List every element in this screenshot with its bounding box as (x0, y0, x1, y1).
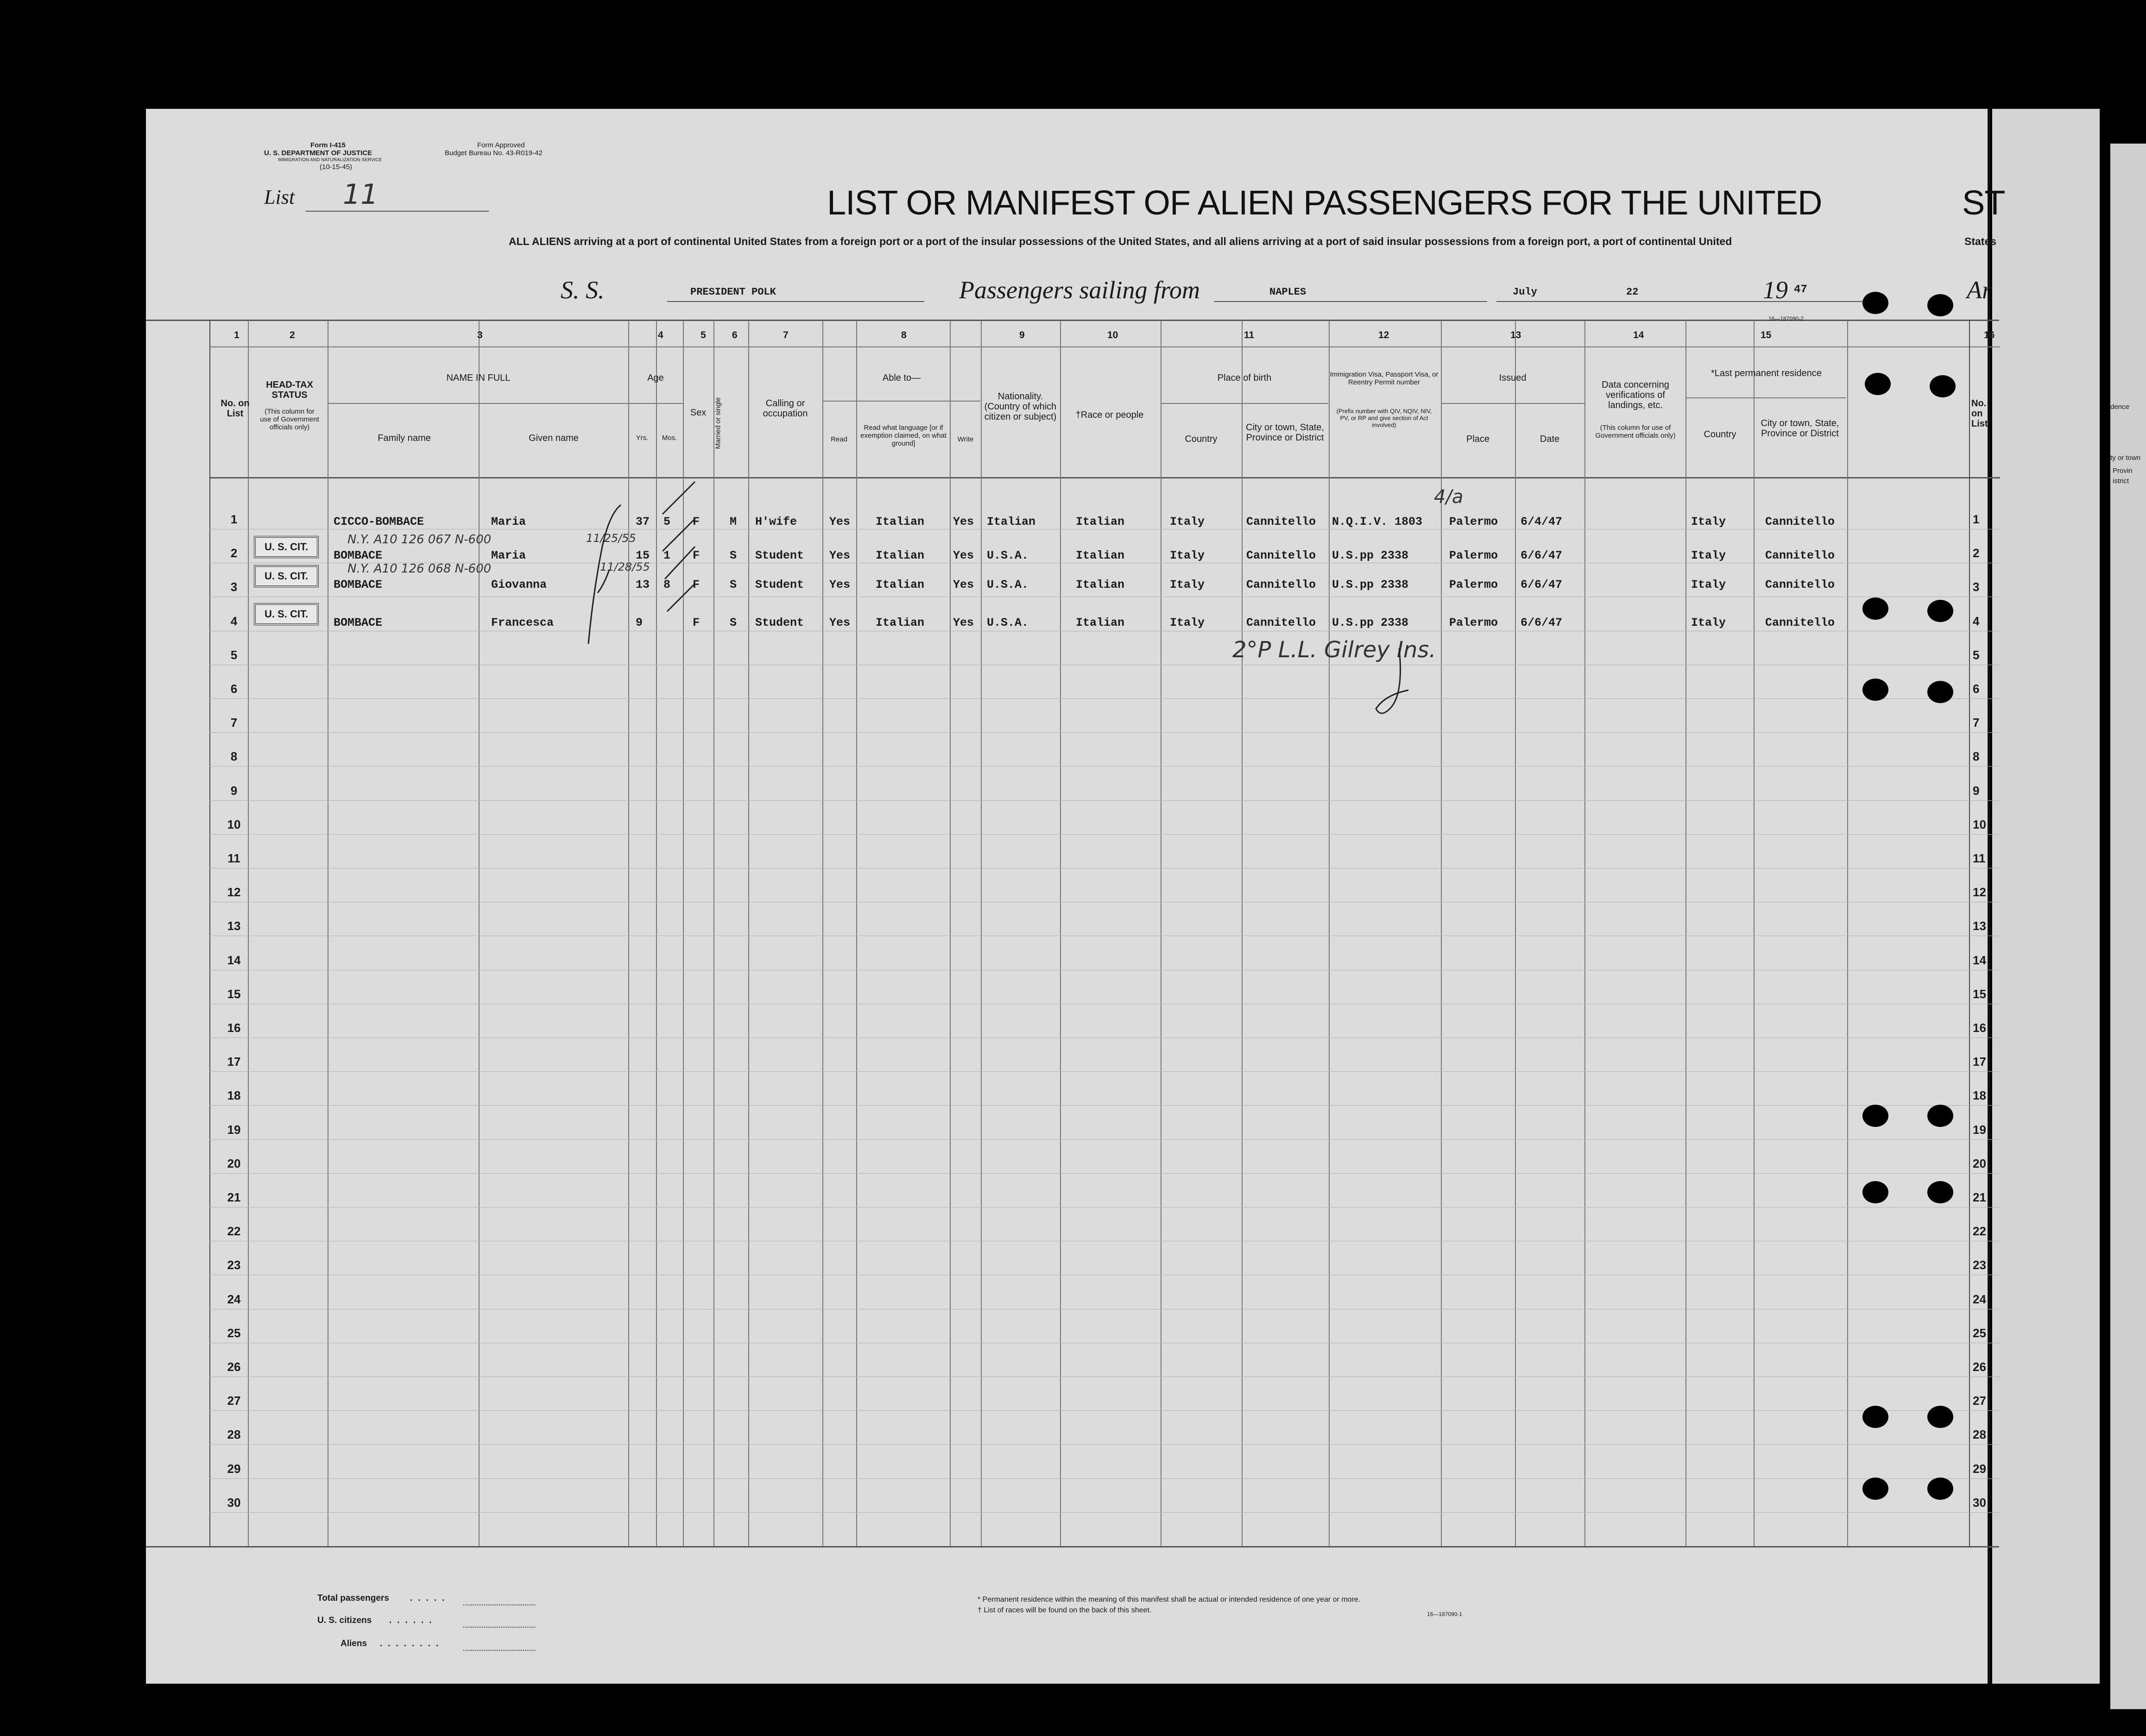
punch-hole (1862, 292, 1888, 314)
punch-hole (1927, 1478, 1953, 1500)
page-subtitle: ALL ALIENS arriving at a port of continental United States from a foreign port or a port of the insular possessions of the United States, and all aliens arriving at a port of said insular possessions from a foreign port, a port of continental United (509, 235, 1732, 247)
signature-flourish (1371, 639, 1464, 723)
grid-column-line (1584, 321, 1585, 1546)
passenger-issued-place: Palermo (1449, 549, 1498, 562)
column-number: 15 (1761, 330, 1772, 340)
year-suffix: 47 (1794, 283, 1807, 296)
date-underline (1496, 301, 1862, 302)
column-number: 4 (658, 330, 663, 340)
row-rule (209, 1139, 2000, 1140)
grid-column-line (748, 321, 749, 1546)
header-issued: Issued (1499, 373, 1527, 383)
grid-column-line (822, 321, 823, 1546)
passenger-family: BOMBACE (334, 616, 383, 629)
row-number: 30 (227, 1495, 241, 1510)
passenger-given: Maria (491, 515, 526, 528)
passenger-read: Yes (829, 549, 851, 562)
row-number-right: 1 (1973, 512, 1980, 526)
subheader-rule-issued (1441, 403, 1584, 404)
punch-hole (1927, 1181, 1953, 1203)
header-no-on-list: No. on List (221, 398, 250, 419)
passenger-visa: U.S.pp 2338 (1332, 549, 1409, 562)
header-res-country: Country (1704, 429, 1736, 440)
passenger-mos: 5 (663, 515, 671, 528)
passenger-mos: 1 (663, 549, 671, 562)
passenger-birth-city: Cannitello (1246, 616, 1316, 629)
header-issued-place: Place (1466, 434, 1490, 444)
table-top-rule (146, 320, 1999, 321)
passenger-visa: U.S.pp 2338 (1332, 578, 1409, 591)
row-number-right: 30 (1973, 1495, 1986, 1510)
row-number-right: 20 (1973, 1156, 1986, 1170)
passenger-occupation: Student (755, 616, 804, 629)
header-mos: Mos. (662, 434, 677, 442)
punch-hole (1862, 679, 1888, 701)
page-title: LIST OR MANIFEST OF ALIEN PASSENGERS FOR THE UNITED (827, 183, 1822, 222)
colnum-rule (209, 346, 2000, 347)
ss-label: S. S. (561, 276, 605, 304)
right-fragment-1: dence (2110, 403, 2129, 411)
passenger-nationality: U.S.A. (987, 578, 1029, 591)
row-number-right: 5 (1973, 648, 1980, 662)
header-write: Write (957, 435, 974, 443)
column-number: 6 (732, 330, 738, 340)
header-head-tax-note: (This column for use of Government officials only) (260, 408, 319, 431)
passenger-family: CICCO-BOMBACE (334, 515, 424, 528)
passenger-res-city: Cannitello (1765, 549, 1835, 562)
header-sex: Sex (690, 408, 707, 418)
row-rule (209, 1071, 2000, 1072)
punch-hole (1862, 1406, 1888, 1428)
aliens-line (463, 1649, 535, 1651)
ship-underline (667, 301, 924, 302)
punch-hole (1927, 294, 1953, 316)
examiner-signature: 2°P L.L. Gilrey Ins. (1232, 637, 1436, 663)
grid-column-line (1242, 321, 1243, 1546)
row-number-right: 24 (1973, 1292, 1986, 1306)
subheader-rule-residence (1686, 397, 1846, 398)
annotation-row-2-date: 11/25/55 (586, 532, 636, 545)
row-number-right: 9 (1973, 783, 1980, 798)
header-nationality: Nationality. (Country of which citizen or subject) (984, 391, 1057, 422)
aliens-dots: ........ (380, 1639, 444, 1648)
passenger-yrs: 15 (636, 549, 650, 562)
port-underline (1214, 301, 1487, 302)
header-place-of-birth: Place of birth (1217, 373, 1272, 383)
subheader-rule-able (823, 401, 980, 402)
passenger-res-country: Italy (1691, 515, 1726, 528)
service: IMMIGRATION AND NATURALIZATION SERVICE (278, 157, 382, 163)
grid-column-line (1515, 321, 1516, 1546)
row-number: 2 (230, 546, 238, 560)
passenger-family: BOMBACE (334, 549, 383, 562)
form-number: Form I-415 (310, 141, 346, 149)
row-number-right: 23 (1973, 1258, 1986, 1272)
header-right-no-on-list: No. on List (1971, 398, 1988, 429)
column-number: 9 (1019, 330, 1025, 340)
department: U. S. DEPARTMENT OF JUSTICE (264, 149, 372, 157)
us-citizen-stamp: U. S. CIT. (254, 565, 319, 587)
annotation-row-3: N.Y. A10 126 068 N-600 (347, 562, 492, 576)
row-number: 28 (227, 1428, 241, 1442)
row-number: 15 (227, 987, 241, 1001)
page-subtitle-cont: States (1964, 235, 1997, 247)
passenger-read: Yes (829, 578, 851, 591)
row-number: 6 (230, 682, 238, 696)
row-number: 21 (227, 1190, 241, 1204)
row-number: 7 (230, 716, 238, 730)
header-race: †Race or people (1075, 410, 1144, 420)
passenger-language: Italian (876, 515, 925, 528)
header-able-to: Able to— (882, 373, 921, 383)
passenger-given: Giovanna (491, 578, 547, 591)
grid-column-line (1754, 321, 1755, 1546)
header-yrs: Yrs. (636, 434, 649, 442)
row-number-right: 11 (1973, 851, 1986, 865)
row-number: 10 (227, 817, 241, 831)
row-number: 12 (227, 885, 241, 899)
row-rule (209, 1444, 2000, 1445)
punch-hole (1862, 598, 1888, 620)
header-issued-date: Date (1540, 434, 1560, 444)
passenger-issued-date: 6/6/47 (1521, 616, 1563, 629)
row-number-right: 27 (1973, 1394, 1986, 1408)
passenger-yrs: 9 (636, 616, 643, 629)
passenger-birth-country: Italy (1170, 549, 1205, 562)
passenger-issued-place: Palermo (1449, 515, 1498, 528)
column-number: 8 (901, 330, 907, 340)
list-underline (306, 211, 489, 212)
header-calling: Calling or occupation (763, 398, 808, 419)
footnote-residence: * Permanent residence within the meaning of this manifest shall be actual or intended residence of one year or more. (978, 1596, 1361, 1604)
passenger-issued-place: Palermo (1449, 578, 1498, 591)
row-number: 27 (227, 1394, 241, 1408)
list-number: 11 (343, 178, 379, 211)
passenger-language: Italian (876, 549, 925, 562)
row-number-right: 7 (1973, 716, 1980, 730)
row-number-right: 6 (1973, 682, 1980, 696)
row-number: 26 (227, 1360, 241, 1374)
arrival-cont: Ar (1967, 276, 1992, 304)
right-fragment-2: ty or town (2110, 454, 2141, 462)
sail-day: 22 (1626, 286, 1639, 298)
row-number: 23 (227, 1258, 241, 1272)
header-visa-note: (Prefix number with QIV, NQIV, NIV, PV, or RP and give section of Act involved) (1336, 408, 1432, 428)
header-head-tax: HEAD-TAX STATUS (266, 380, 313, 400)
row-number: 14 (227, 953, 241, 967)
passenger-mos: 8 (663, 578, 671, 591)
subheader-rule-age (628, 403, 683, 404)
punch-hole (1862, 1105, 1888, 1127)
column-number: 10 (1107, 330, 1118, 340)
passenger-status: S (730, 549, 737, 562)
form-date-code: (10-15-45) (320, 163, 353, 171)
passenger-issued-date: 6/4/47 (1521, 515, 1563, 528)
row-number-right: 2 (1973, 546, 1980, 560)
passenger-res-country: Italy (1691, 549, 1726, 562)
us-citizens-line (463, 1626, 535, 1628)
grid-column-line (1329, 321, 1330, 1546)
grid-column-line (713, 321, 714, 1546)
row-number: 1 (230, 512, 238, 526)
header-birth-city: City or town, State, Province or District (1246, 422, 1324, 443)
row-number: 16 (227, 1021, 241, 1035)
punch-hole (1865, 373, 1891, 395)
column-number: 7 (783, 330, 789, 340)
row-number: 22 (227, 1224, 241, 1239)
passenger-status: M (730, 515, 737, 528)
row-rule (209, 1410, 2000, 1411)
header-read: Read (831, 435, 847, 443)
passenger-given: Maria (491, 549, 526, 562)
grid-column-line (1847, 321, 1848, 1546)
passenger-status: S (730, 578, 737, 591)
column-number: 5 (701, 330, 706, 340)
passenger-visa: U.S.pp 2338 (1332, 616, 1409, 629)
row-rule (209, 1105, 2000, 1106)
row-number-right: 10 (1973, 817, 1986, 831)
passenger-read: Yes (829, 515, 851, 528)
column-number: 13 (1510, 330, 1521, 340)
header-name-in-full: NAME IN FULL (446, 373, 511, 383)
passenger-nationality: U.S.A. (987, 549, 1029, 562)
budget-bureau: Budget Bureau No. 43-R019-42 (445, 149, 543, 157)
passenger-yrs: 37 (636, 515, 650, 528)
total-line (463, 1604, 535, 1605)
grid-column-line (1969, 321, 1970, 1546)
passenger-occupation: Student (755, 549, 804, 562)
row-number-right: 14 (1973, 953, 1986, 967)
far-sheet-edge (2110, 144, 2146, 1709)
passenger-birth-city: Cannitello (1246, 515, 1316, 528)
passenger-issued-place: Palermo (1449, 616, 1498, 629)
passenger-status: S (730, 616, 737, 629)
aliens-label: Aliens (341, 1639, 367, 1648)
row-number-right: 13 (1973, 919, 1986, 933)
sail-month: July (1513, 286, 1537, 298)
passenger-occupation: Student (755, 578, 804, 591)
row-rule (209, 1478, 2000, 1479)
passenger-nationality: U.S.A. (987, 616, 1029, 629)
row-number-right: 28 (1973, 1428, 1986, 1442)
header-given-name: Given name (529, 433, 579, 443)
page-title-cont: ST (1962, 183, 2005, 222)
footnote-races: † List of races will be found on the back of this sheet. (978, 1606, 1152, 1614)
grid-column-line (1685, 321, 1686, 1546)
column-number: 1 (234, 330, 240, 340)
row-rule (209, 800, 2000, 801)
column-number: 3 (477, 330, 483, 340)
table-bottom-rule (146, 1546, 1999, 1547)
row-rule (209, 698, 2000, 699)
passenger-res-city: Cannitello (1765, 515, 1835, 528)
header-data-note: (This column for use of Government officials only) (1595, 424, 1676, 440)
header-res-city: City or town, State, Province or District (1761, 418, 1839, 439)
passenger-yrs: 13 (636, 578, 650, 591)
row-number: 5 (230, 648, 238, 662)
port-name: NAPLES (1269, 286, 1307, 298)
punch-hole (1927, 681, 1953, 703)
passenger-write: Yes (953, 515, 974, 528)
passenger-write: Yes (953, 549, 974, 562)
row-rule (209, 1173, 2000, 1174)
row-rule (209, 1512, 2000, 1513)
row-rule (209, 1207, 2000, 1208)
passenger-sex: F (693, 616, 700, 629)
right-fragment-4: istrict (2113, 477, 2129, 485)
row-number: 25 (227, 1326, 241, 1340)
header-birth-country: Country (1185, 434, 1218, 444)
total-passengers-dots: ..... (410, 1593, 450, 1603)
sailing-label: Passengers sailing from (959, 276, 1200, 304)
annotation-row-2: N.Y. A10 126 067 N-600 (347, 533, 492, 547)
form-code-bottom: 16—187090-1 (1427, 1611, 1463, 1617)
us-citizen-stamp: U. S. CIT. (254, 536, 319, 558)
punch-hole (1862, 1181, 1888, 1203)
row-rule (209, 766, 2000, 767)
passenger-res-city: Cannitello (1765, 616, 1835, 629)
grid-column-line (209, 321, 210, 1546)
header-age: Age (647, 373, 664, 383)
passenger-race: Italian (1076, 549, 1125, 562)
row-number: 17 (227, 1055, 241, 1069)
passenger-race: Italian (1076, 578, 1125, 591)
row-number-right: 18 (1973, 1088, 1986, 1103)
passenger-language: Italian (876, 616, 925, 629)
row-number-right: 3 (1973, 580, 1980, 594)
punch-hole (1862, 1478, 1888, 1500)
header-visa: Immigration Visa, Passport Visa, or Reentry Permit number (1330, 371, 1439, 386)
passenger-birth-city: Cannitello (1246, 549, 1316, 562)
passenger-family: BOMBACE (334, 578, 383, 591)
passenger-visa: N.Q.I.V. 1803 (1332, 515, 1423, 528)
passenger-res-country: Italy (1691, 578, 1726, 591)
passenger-given: Francesca (491, 616, 554, 629)
us-citizens-label: U. S. citizens (317, 1616, 372, 1625)
row-number: 29 (227, 1461, 241, 1476)
row-number: 19 (227, 1122, 241, 1137)
row-number-right: 21 (1973, 1190, 1986, 1204)
row-number: 9 (230, 783, 238, 798)
row-number: 11 (227, 851, 240, 865)
passenger-nationality: Italian (987, 515, 1036, 528)
passenger-race: Italian (1076, 616, 1125, 629)
row-number-right: 8 (1973, 749, 1980, 764)
header-bottom-rule (209, 477, 2000, 478)
row-number: 8 (230, 749, 238, 764)
passenger-birth-country: Italy (1170, 578, 1205, 591)
row-number-right: 4 (1973, 614, 1980, 628)
row-number: 24 (227, 1292, 241, 1306)
column-number: 11 (1244, 330, 1255, 340)
grid-column-line (479, 321, 480, 1546)
row-number-right: 12 (1973, 885, 1986, 899)
year-prefix: 19 (1763, 276, 1788, 304)
row-number-right: 17 (1973, 1055, 1986, 1069)
passenger-issued-date: 6/6/47 (1521, 549, 1563, 562)
grid-column-line (856, 321, 857, 1546)
passenger-birth-country: Italy (1170, 616, 1205, 629)
row-number: 3 (230, 580, 238, 594)
passenger-sex: F (693, 578, 700, 591)
passenger-read: Yes (829, 616, 851, 629)
row-number-right: 15 (1973, 987, 1986, 1001)
passenger-res-country: Italy (1691, 616, 1726, 629)
passenger-write: Yes (953, 578, 974, 591)
row-number-right: 22 (1973, 1224, 1986, 1239)
passenger-birth-city: Cannitello (1246, 578, 1316, 591)
adjacent-sheet (1992, 109, 2100, 1684)
row-number-right: 16 (1973, 1021, 1986, 1035)
passenger-birth-country: Italy (1170, 515, 1205, 528)
right-fragment-3: Provin (2113, 467, 2133, 475)
subheader-rule-birth (1161, 403, 1328, 404)
passenger-res-city: Cannitello (1765, 578, 1835, 591)
list-label: List (264, 186, 295, 208)
punch-hole (1927, 600, 1953, 622)
row-number: 20 (227, 1156, 241, 1170)
grid-column-line (981, 321, 982, 1546)
row-number-right: 19 (1973, 1122, 1986, 1137)
passenger-issued-date: 6/6/47 (1521, 578, 1563, 591)
row-rule (209, 834, 2000, 835)
passenger-sex: F (693, 515, 700, 528)
header-read-language: Read what language [or if exemption claimed, on what ground] (860, 424, 947, 447)
column-number: 16 (1984, 330, 1995, 340)
grid-column-line (950, 321, 951, 1546)
row-number-right: 25 (1973, 1326, 1986, 1340)
punch-hole (1930, 375, 1956, 397)
column-number: 2 (290, 330, 295, 340)
row-number: 13 (227, 919, 241, 933)
header-data-concerning: Data concerning verifications of landings, etc. (1602, 380, 1669, 410)
ship-name: PRESIDENT POLK (690, 286, 776, 298)
row-rule (209, 732, 2000, 733)
visa-handwritten-mark: 4/a (1434, 486, 1464, 508)
column-number: 12 (1378, 330, 1389, 340)
us-citizens-dots: ...... (389, 1616, 437, 1625)
manifest-sheet (146, 109, 1988, 1684)
us-citizen-stamp: U. S. CIT. (254, 603, 319, 625)
row-number-right: 29 (1973, 1461, 1986, 1476)
header-married: Married or single (714, 397, 722, 449)
age-check-marks (584, 477, 704, 653)
form-approved: Form Approved (477, 141, 525, 149)
column-number: 14 (1633, 330, 1644, 340)
passenger-sex: F (693, 549, 700, 562)
punch-hole (1927, 1105, 1953, 1127)
passenger-race: Italian (1076, 515, 1125, 528)
form-code-top: 16—187090-2 (1768, 315, 1804, 322)
header-family-name: Family name (378, 433, 431, 443)
total-passengers-label: Total passengers (317, 1593, 389, 1603)
passenger-write: Yes (953, 616, 974, 629)
row-number: 4 (230, 614, 238, 628)
header-last-residence: *Last permanent residence (1710, 368, 1822, 378)
passenger-language: Italian (876, 578, 925, 591)
grid-column-line (1060, 321, 1061, 1546)
annotation-row-3-date: 11/28/55 (600, 560, 650, 573)
punch-hole (1927, 1406, 1953, 1428)
row-number-right: 26 (1973, 1360, 1986, 1374)
passenger-occupation: H'wife (755, 515, 797, 528)
row-number: 18 (227, 1088, 241, 1103)
